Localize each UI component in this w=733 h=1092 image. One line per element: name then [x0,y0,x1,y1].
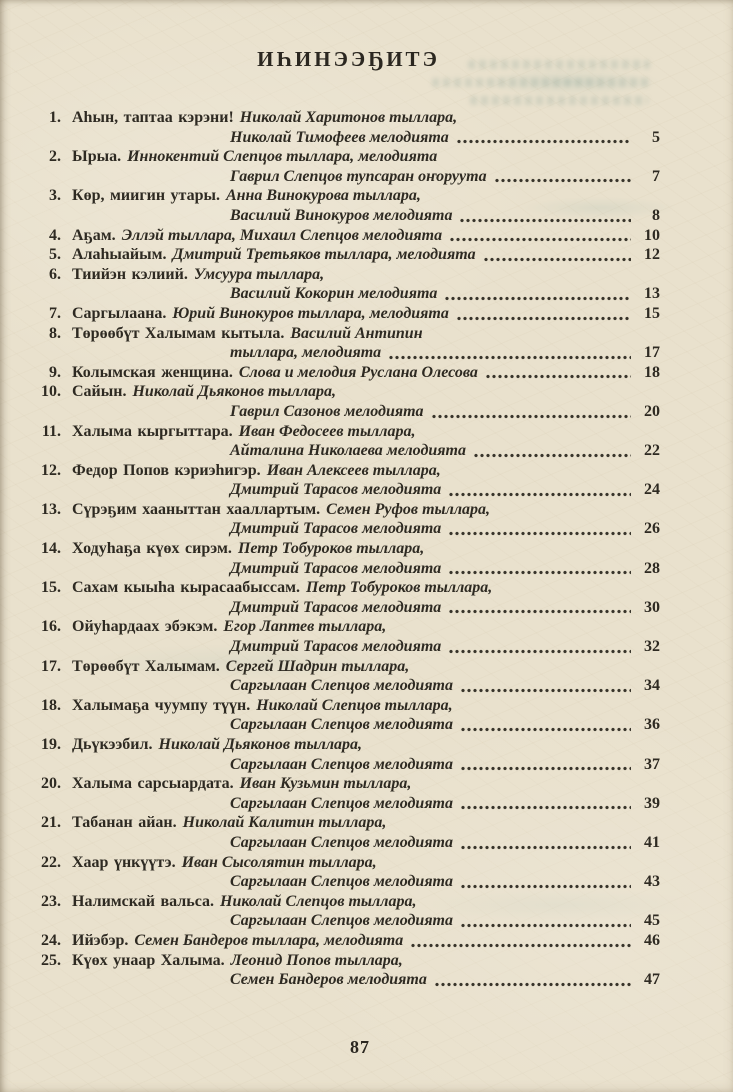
entry-title: Ийэбэр. [72,931,129,949]
entry-line-2 [37,598,660,618]
toc-entry [37,363,660,383]
entry-line-2 [37,128,660,148]
dot-leader [483,253,631,262]
entry-line-1 [37,813,660,833]
entry-line-1 [37,147,660,167]
entry-number: 24. [41,931,61,949]
dot-leader [448,605,631,614]
entry-line-2 [37,676,660,696]
toc-entry [37,324,660,363]
toc-entry [37,774,660,813]
entry-line-1 [37,108,660,128]
entry-line-1 [37,853,660,873]
entry-page-number: 10 [644,226,660,244]
entry-credit: Егор Лаптев тыллара, [223,618,387,636]
toc-entry [37,500,660,539]
toc-list [37,108,660,990]
entry-credit: Иван Сысолятин тыллара, [181,853,377,871]
entry-credit: Петр Тобуроков тыллара, [306,579,493,597]
toc-entry [37,617,660,656]
entry-line-2 [37,206,660,226]
entry-page-number: 8 [652,206,660,224]
entry-credit: Сергей Шадрин тыллара, [225,657,410,675]
entry-number: 5. [49,246,61,264]
entry-continuation: Дмитрий Тарасов мелодията [230,520,442,538]
dot-leader [460,684,631,693]
entry-line-2 [37,559,660,579]
dot-leader [460,880,631,889]
entry-page-number: 7 [652,167,660,185]
entry-line-2 [37,970,660,990]
entry-page-number: 39 [644,794,660,812]
entry-line-1 [37,363,660,383]
entry-page-number: 5 [652,128,660,146]
entry-credit: Слова и мелодия Руслана Олесова [238,363,478,381]
entry-continuation: Гаврил Слепцов тупсаран оҥоруута [230,167,487,185]
entry-line-1 [37,186,660,206]
entry-number: 16. [41,618,61,636]
entry-number: 12. [41,461,61,479]
entry-credit: Иван Федосеев тыллара, [238,422,416,440]
show-through-smudge [432,78,650,87]
entry-line-2 [37,872,660,892]
entry-line-1 [37,617,660,637]
dot-leader [448,488,631,497]
entry-continuation: Саргылаан Слепцов мелодията [230,833,453,851]
toc-entry [37,265,660,304]
entry-continuation: тыллара, мелодията [230,344,382,362]
dot-leader [460,919,631,928]
entry-page-number: 18 [644,363,660,381]
entry-continuation: Василий Винокуров мелодията [230,206,453,224]
entry-title: Алаһыайым. [72,246,167,264]
entry-credit: Леонид Попов тыллара, [230,951,403,969]
entry-number: 17. [41,657,61,675]
toc-entry [37,422,660,461]
entry-credit: Иван Кузьмин тыллара, [239,775,412,793]
entry-line-1 [37,382,660,402]
entry-number: 19. [41,736,61,753]
dot-leader [485,370,631,379]
entry-credit: Иннокентий Слепцов тыллара, мелодията [127,148,438,166]
entry-continuation: Айталина Николаева мелодията [230,442,466,460]
entry-line-1 [37,892,660,912]
entry-continuation: Саргылаан Слепцов мелодията [230,912,453,930]
folio-number: 87 [350,1037,370,1057]
dot-leader [431,410,631,419]
entry-credit: Анна Винокурова тыллара, [225,187,421,205]
entry-continuation: Саргылаан Слепцов мелодията [230,794,453,812]
entry-continuation: Гаврил Сазонов мелодията [230,402,424,420]
entry-number: 8. [49,324,61,342]
entry-line-1 [37,774,660,794]
entry-number: 4. [49,226,61,244]
entry-credit: Умсуура тыллара, [193,265,325,283]
toc-entry [37,696,660,735]
entry-page-number: 37 [644,755,660,773]
entry-credit: Дмитрий Третьяков тыллара, мелодията [172,246,476,264]
entry-page-number: 32 [644,638,660,656]
entry-line-1 [37,951,660,971]
entry-line-1 [37,500,660,520]
entry-line-1 [37,578,660,598]
toc-entry [37,108,660,147]
entry-title: Аһын, таптаа кэрэни! [72,109,234,126]
dot-leader [444,292,631,301]
entry-number: 3. [49,187,61,205]
entry-line-1 [37,324,660,344]
dot-leader [456,312,631,321]
entry-number: 11. [41,422,61,440]
entry-title: Дьүкээбил. [72,736,153,753]
dot-leader [494,174,631,183]
dot-leader [448,566,631,575]
entry-credit: Николай Дьяконов тыллара, [132,383,337,401]
entry-line-2 [37,519,660,539]
entry-line-1 [37,735,660,755]
entry-title: Ойуһардаах эбэкэм. [72,618,218,636]
entry-page-number: 24 [644,481,660,499]
dot-leader [410,939,631,948]
entry-number: 10. [41,383,61,401]
toc-entry [37,892,660,931]
entry-line-2 [37,911,660,931]
entry-line-1 [37,422,660,442]
show-through-smudge [470,96,648,105]
entry-credit: Николай Калитин тыллара, [182,814,387,832]
entry-continuation: Саргылаан Слепцов мелодията [230,716,453,734]
entry-page-number: 47 [644,971,660,989]
entry-continuation: Саргылаан Слепцов мелодията [230,677,453,695]
entry-number: 20. [41,775,61,793]
entry-number: 21. [41,814,61,832]
entry-line-2 [37,715,660,735]
entry-number: 1. [49,109,61,126]
toc-entry [37,735,660,774]
entry-number: 6. [49,265,61,283]
entry-title: Халыма сарсыардата. [72,775,234,793]
entry-line-2 [37,402,660,422]
entry-title: Сахам кыыһа кырасаабыссам. [72,579,301,597]
toc-entry [37,578,660,617]
entry-number: 18. [41,696,61,714]
toc-entry [37,931,660,951]
entry-title: Налимскай вальса. [72,892,214,910]
entry-title: Сайын. [72,383,127,401]
entry-line-2 [37,755,660,775]
dot-leader [434,978,631,987]
entry-page-number: 34 [644,677,660,695]
dot-leader [456,135,631,144]
entry-credit: Николай Слепцов тыллара, [256,696,453,714]
entry-continuation: Василий Кокорин мелодията [230,285,438,303]
entry-number: 7. [49,304,61,322]
dot-leader [460,801,631,810]
entry-page-number: 36 [644,716,660,734]
entry-continuation: Дмитрий Тарасов мелодията [230,481,442,499]
entry-page-number: 43 [644,873,660,891]
entry-line-1 [37,657,660,677]
dot-leader [460,841,631,850]
entry-continuation: Саргылаан Слепцов мелодията [230,755,453,773]
entry-line-2 [37,167,660,187]
entry-number: 15. [41,579,61,597]
entry-title: Халыма кыргыттара. [72,422,233,440]
entry-title: Хаар үнкүүтэ. [72,853,176,871]
entry-credit: Семен Бандеров тыллара, мелодията [134,931,404,949]
entry-number: 2. [49,148,61,166]
entry-page-number: 30 [644,598,660,616]
entry-credit: Юрий Винокуров тыллара, мелодията [172,304,449,322]
entry-page-number: 12 [644,246,660,264]
toc-entry [37,813,660,852]
toc-entry [37,245,660,265]
toc-entry [37,461,660,500]
page-footer [0,1037,720,1058]
toc-entry [37,853,660,892]
entry-continuation: Дмитрий Тарасов мелодията [230,598,442,616]
entry-page-number: 41 [644,833,660,851]
entry-continuation: Семен Бандеров мелодията [230,971,427,989]
entry-page-number: 28 [644,559,660,577]
entry-line-2 [37,441,660,461]
entry-title: Төрөөбүт Халымам кытыла. [72,324,285,342]
entry-number: 14. [41,540,61,558]
entry-title: Аҕам. [72,226,116,244]
dot-leader [460,762,631,771]
entry-continuation: Дмитрий Тарасов мелодията [230,559,442,577]
entry-credit: Петр Тобуроков тыллара, [237,540,425,558]
toc-entry [37,951,660,990]
entry-number: 9. [49,363,61,381]
entry-title: Колымская женщина. [72,363,233,381]
entry-number: 25. [41,951,61,969]
dot-leader [388,351,631,360]
entry-line-1 [37,539,660,559]
toc-entry [37,382,660,421]
entry-line-1 [37,265,660,285]
entry-page-number: 22 [644,442,660,460]
entry-page-number: 46 [644,931,660,949]
entry-line-2 [37,480,660,500]
dot-leader [449,233,631,242]
entry-line-2 [37,343,660,363]
entry-credit: Николай Дьяконов тыллара, [158,736,363,753]
entry-line-2 [37,794,660,814]
entry-credit: Иван Алексеев тыллара, [266,461,441,479]
entry-title: Күөх унаар Халыма. [72,951,225,969]
toc-entry [37,304,660,324]
entry-title: Төрөөбүт Халымам. [72,657,220,675]
dot-leader [448,527,631,536]
entry-title: Ырыа. [72,148,122,166]
entry-page-number: 17 [644,344,660,362]
page-title: ИҺИНЭЭҔИТЭ [257,47,440,71]
toc-entry [37,186,660,225]
dot-leader [448,645,631,654]
entry-title: Табанан айан. [72,814,177,832]
entry-line-1 [37,461,660,481]
entry-number: 23. [41,892,61,910]
entry-line-2 [37,833,660,853]
entry-number: 22. [41,853,61,871]
toc-entry [37,657,660,696]
entry-line-1 [37,696,660,716]
entry-continuation: Николай Тимофеев мелодията [230,128,449,146]
entry-continuation: Саргылаан Слепцов мелодията [230,873,453,891]
entry-page-number: 20 [644,402,660,420]
entry-credit: Эллэй тыллара, Михаил Слепцов мелодията [121,226,443,244]
entry-credit: Семен Руфов тыллара, [326,500,491,518]
entry-title: Сүрэҕим хааныттан хааллартым. [72,500,321,518]
entry-number: 13. [41,500,61,518]
toc-entry [37,226,660,246]
entry-line-1 [37,245,660,265]
entry-title: Ходуһаҕа күөх сирэм. [72,540,232,558]
entry-credit: Николай Харитонов тыллара, [239,109,458,126]
entry-title: Көр, миигин утары. [72,187,220,205]
entry-line-1 [37,304,660,324]
entry-page-number: 45 [644,912,660,930]
entry-title: Тиийэн кэлиий. [72,265,188,283]
dot-leader [460,723,631,732]
dot-leader [459,214,631,223]
entry-credit: Василий Антипин [290,324,423,342]
entry-page-number: 15 [644,304,660,322]
entry-line-2 [37,637,660,657]
toc-entry [37,147,660,186]
entry-line-2 [37,284,660,304]
entry-line-1 [37,931,660,951]
toc-entry [37,539,660,578]
entry-line-1 [37,226,660,246]
entry-title: Федор Попов кэриэһигэр. [72,461,261,479]
entry-page-number: 13 [644,285,660,303]
entry-title: Халымаҕа чуумпу түүн. [72,696,251,714]
entry-continuation: Дмитрий Тарасов мелодията [230,638,442,656]
dot-leader [473,449,631,458]
entry-credit: Николай Слепцов тыллара, [220,892,417,910]
entry-page-number: 26 [644,520,660,538]
entry-title: Саргылаана. [72,304,167,322]
